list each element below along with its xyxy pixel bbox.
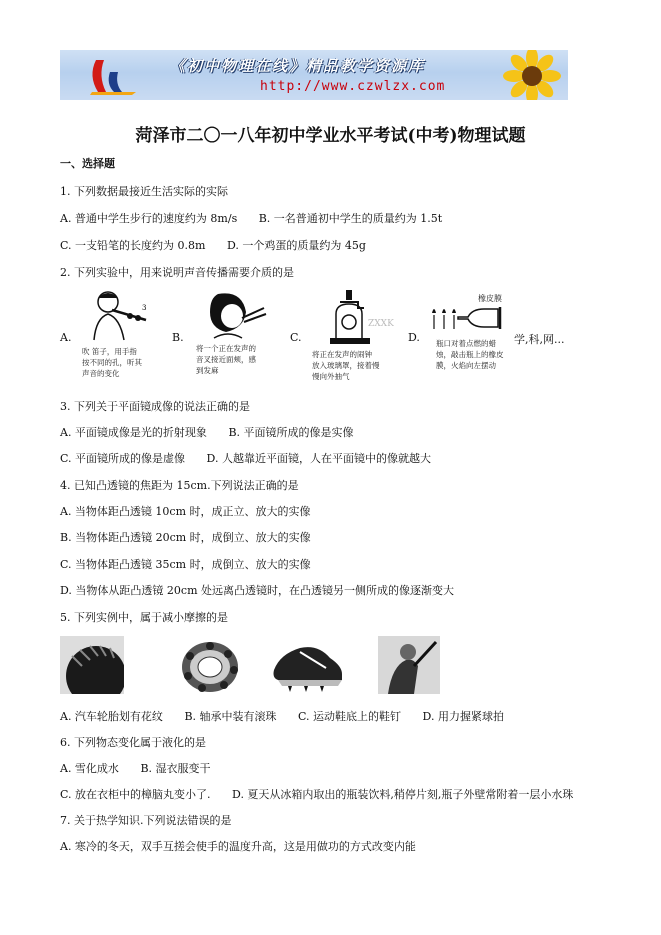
q3-options-cd (60, 450, 431, 466)
q5-option-c: C. 运动鞋底上的鞋钉 (298, 710, 402, 723)
q2-caption-d: 瓶口对着点燃的蜡 烛，敲击瓶上的橡皮 膜，火焰向左摆动 (436, 339, 504, 370)
q2-figure-d (428, 303, 504, 333)
q4-option-c: C. 当物体距凸透镜 35cm 时，成倒立、放大的实像 (60, 558, 311, 571)
racket-grip-icon (378, 636, 440, 694)
bell-jar-pump-icon (328, 288, 398, 348)
q1-options-ab (60, 210, 442, 226)
q3-stem: 3. 下列关于平面镜成像的说法正确的是 (60, 400, 250, 413)
banner-slogan: 《初中物理在线》精品教学资源库 (170, 57, 426, 75)
q2-caption-b: 将一个正在发声的 音叉接近面颊，感 到发麻 (196, 344, 256, 375)
header-banner (60, 50, 568, 100)
tuning-fork-face-icon (198, 290, 270, 340)
q2-figure-c (328, 288, 398, 348)
q2-option-c: C. (290, 331, 302, 344)
car-tire-icon (60, 636, 124, 694)
q3-option-a: A. 平面镜成像是光的折射现象 (60, 426, 207, 439)
candle-bottle-icon (428, 303, 504, 333)
flute-player-icon (80, 288, 152, 343)
q5-option-a: A. 汽车轮胎划有花纹 (60, 710, 163, 723)
svg-text:3: 3 (142, 304, 147, 312)
q2-caption-c: 将正在发声的闹钟 放入玻璃罩，接着慢 慢向外抽气 (312, 350, 380, 381)
q6-option-d: D. 夏天从冰箱内取出的瓶装饮料,稍停片刻,瓶子外壁常附着一层小水珠 (232, 788, 574, 801)
q1-options-cd (60, 237, 366, 253)
q2-watermark: 学,科,网... (514, 333, 565, 346)
section-heading: 一、选择题 (60, 157, 115, 170)
q3-option-c: C. 平面镜所成的像是虚像 (60, 452, 186, 465)
q5-figure-b (178, 640, 242, 694)
q5-option-b: B. 轴承中装有滚珠 (184, 710, 277, 723)
q3-option-d: D. 人越靠近平面镜，人在平面镜中的像就越大 (206, 452, 431, 465)
q2-figure-b (198, 290, 270, 340)
q6-option-b: B. 湿衣服变干 (140, 762, 211, 775)
q1-option-d: D. 一个鸡蛋的质量约为 45g (226, 239, 366, 252)
q5-stem: 5. 下列实例中，属于减小摩擦的是 (60, 611, 228, 624)
q1-option-a: A. 普通中学生步行的速度约为 8m/s (60, 212, 238, 225)
q1-stem: 1. 下列数据最接近生活实际的实际 (60, 185, 228, 198)
spiked-shoe-icon (270, 640, 346, 694)
q2-option-d: D. (408, 331, 420, 344)
page-title: 菏泽市二〇一八年初中学业水平考试(中考)物理试题 (135, 126, 526, 146)
q2-figure-a (80, 288, 152, 343)
q7-option-a: A. 寒冷的冬天，双手互搓会使手的温度升高，这是用做功的方式改变内能 (60, 840, 416, 853)
q4-option-a: A. 当物体距凸透镜 10cm 时，成正立、放大的实像 (60, 505, 311, 518)
q1-option-b: B. 一名普通初中学生的质量约为 1.5t (258, 212, 443, 225)
q6-option-c: C. 放在衣柜中的樟脑丸变小了. (60, 788, 211, 801)
q4-stem: 4. 已知凸透镜的焦距为 15cm.下列说法正确的是 (60, 479, 299, 492)
svg-text:ZXXK: ZXXK (368, 319, 394, 329)
q4-option-b: B. 当物体距凸透镜 20cm 时，成倒立、放大的实像 (60, 531, 311, 544)
q5-option-d: D. 用力握紧球拍 (422, 710, 504, 723)
banner-url: http://www.czwlzx.com (260, 79, 446, 94)
q6-stem: 6. 下列物态变化属于液化的是 (60, 736, 206, 749)
q2-option-b: B. (172, 331, 184, 344)
q3-option-b: B. 平面镜所成的像是实像 (228, 426, 354, 439)
q2-option-a: A. (60, 331, 72, 344)
ball-bearing-icon (178, 640, 242, 694)
q6-options-cd (60, 786, 573, 802)
q2-membrane-label: 橡皮膜 (478, 294, 502, 303)
site-logo-icon (82, 54, 142, 96)
q3-options-ab (60, 424, 354, 440)
sunflower-icon (494, 50, 564, 100)
q5-figure-c (270, 640, 346, 694)
q1-option-c: C. 一支铅笔的长度约为 0.8m (60, 239, 206, 252)
q5-figure-d (378, 636, 440, 694)
q7-stem: 7. 关于热学知识.下列说法错误的是 (60, 814, 232, 827)
q6-option-a: A. 雪化成水 (60, 762, 119, 775)
q2-stem: 2. 下列实验中，用来说明声音传播需要介质的是 (60, 266, 294, 279)
q5-options (60, 708, 504, 724)
q6-options-ab (60, 760, 211, 776)
q5-figure-a (60, 636, 124, 694)
q2-caption-a: 吹 笛子，用手指 按不同的孔，听其 声音的变化 (82, 347, 142, 378)
q4-option-d: D. 当物体从距凸透镜 20cm 处远离凸透镜时，在凸透镜另一侧所成的像逐渐变大 (60, 584, 454, 597)
